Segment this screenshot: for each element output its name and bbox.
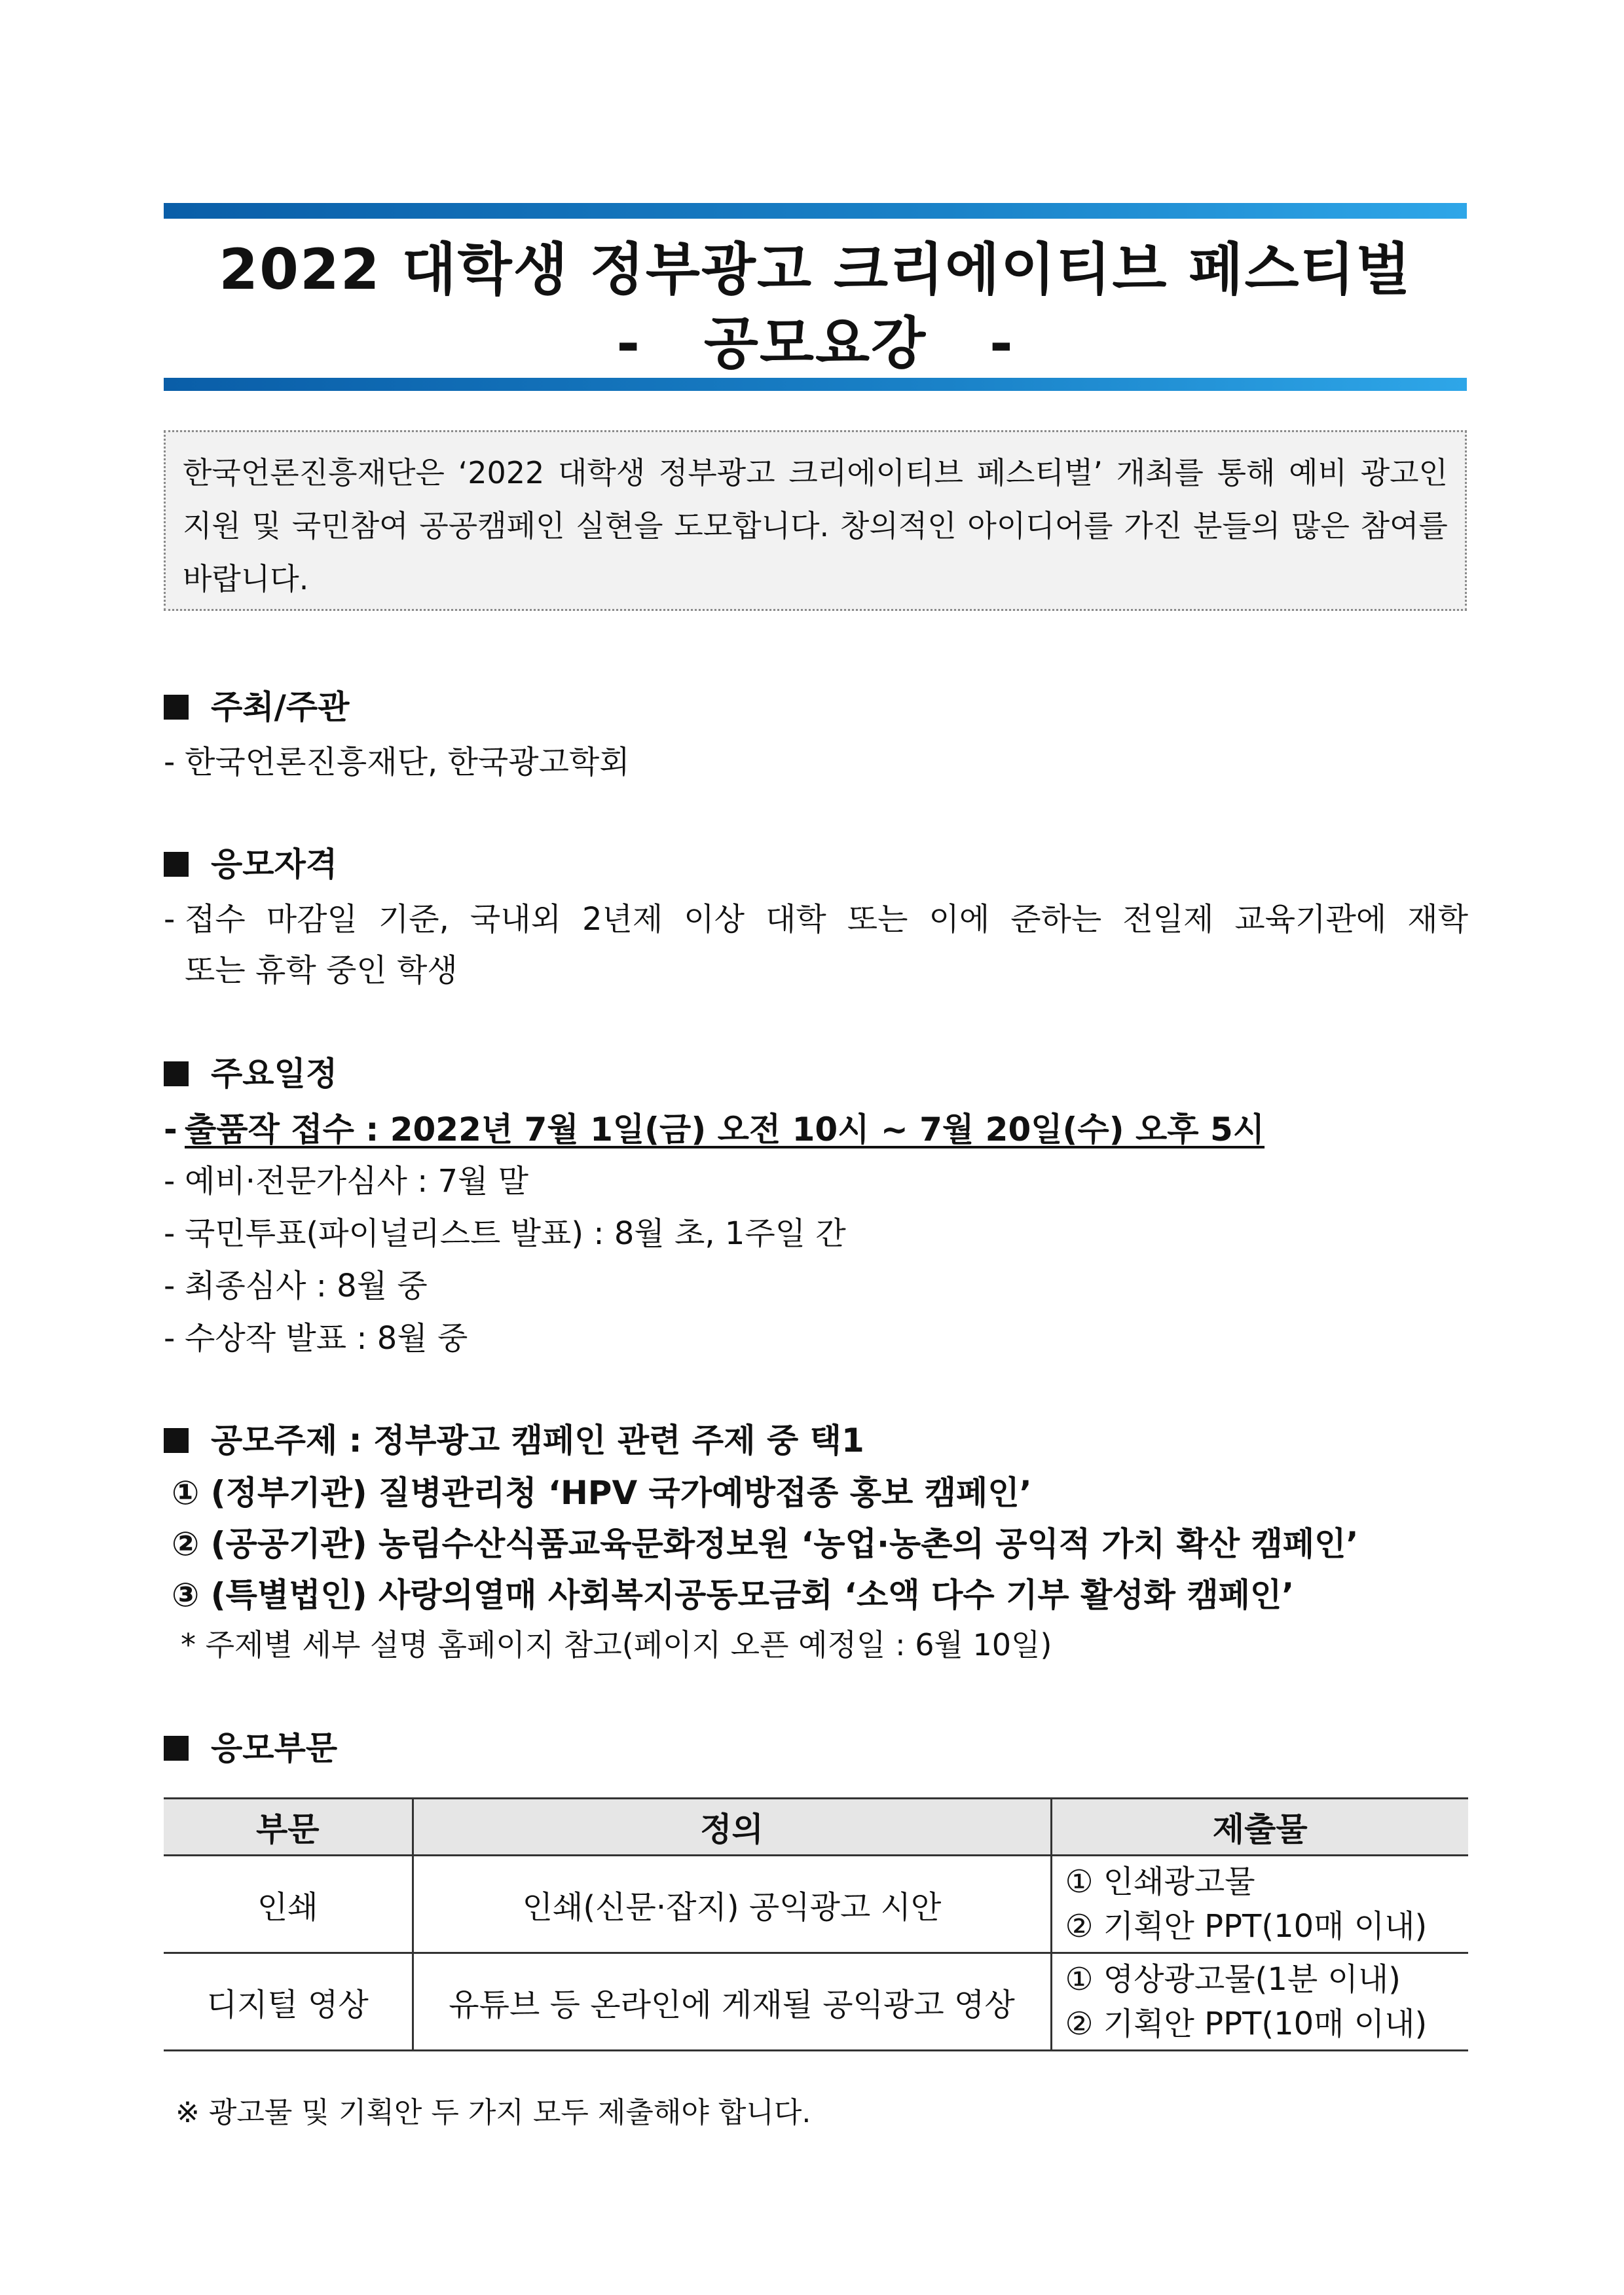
section-heading: 공모주제 : 정부광고 캠페인 관련 주제 중 택1 — [211, 1422, 864, 1460]
schedule-text: 수상작 발표 : 8월 중 — [185, 1320, 468, 1357]
schedule-text: 최종심사 : 8월 중 — [185, 1268, 428, 1304]
submission-item: ② 기획안 PPT(10매 이내) — [1065, 2006, 1428, 2042]
categories-table — [164, 1797, 1468, 2051]
submission-item: ② 기획안 PPT(10매 이내) — [1065, 1908, 1428, 1945]
table-row — [164, 1856, 1468, 1953]
submission-item: ① 영상광고물(1분 이내) — [1065, 1961, 1401, 1998]
section-categories — [164, 1722, 337, 1769]
square-bullet-icon — [164, 1061, 189, 1086]
eligibility-text-1: 접수 마감일 기준, 국내외 2년제 이상 대학 또는 이에 준하는 전일제 교육기관에 재학 — [185, 901, 1468, 938]
schedule-text: 출품작 접수 : 2022년 7월 1일(금) 오전 10시 ~ 7월 20일(수) 오후 5시 — [185, 1111, 1265, 1148]
intro-box: 한국언론진흥재단은 ‘2022 대학생 정부광고 크리에이티브 페스티벌’ 개최를 통해 예비 광고인 지원 및 국민참여 공공캠페인 실현을 도모합니다. 창의적인 아이디어를 가진 분들의 많은 참여를 바랍니다. — [164, 430, 1467, 611]
schedule-text: 국민투표(파이널리스트 발표) : 8월 초, 1주일 간 — [185, 1215, 846, 1252]
category-name: 인쇄 — [164, 1856, 413, 1953]
section-host — [164, 681, 349, 728]
host-text: - 한국언론진흥재단, 한국광고학회 — [164, 744, 630, 780]
schedule-item-submission: - 출품작 접수 : 2022년 7월 1일(금) 오전 10시 ~ 7월 20일(수) 오후 5시 — [164, 1111, 1265, 1148]
topics-note: * 주제별 세부 설명 홈페이지 참고(페이지 오픈 예정일 : 6월 10일) — [181, 1627, 1052, 1662]
section-heading: 주최/주관 — [211, 688, 350, 726]
eligibility-line-2: 또는 휴학 중인 학생 — [185, 952, 458, 989]
categories-note: ※ 광고물 및 기획안 두 가지 모두 제출해야 합니다. — [175, 2096, 811, 2129]
section-heading: 응모자격 — [211, 845, 338, 883]
schedule-item: - 국민투표(파이널리스트 발표) : 8월 초, 1주일 간 — [164, 1215, 846, 1252]
topic-item-1: ① (정부기관) 질병관리청 ‘HPV 국가예방접종 홍보 캠페인’ — [172, 1474, 1032, 1512]
category-submission — [1051, 1856, 1468, 1953]
section-heading: 주요일정 — [211, 1055, 338, 1093]
page-title: 2022 대학생 정부광고 크리에이티브 페스티벌 — [219, 237, 1412, 303]
title-bottom-bar — [164, 378, 1467, 391]
eligibility-line-1: - 접수 마감일 기준, 국내외 2년제 이상 대학 또는 이에 준하는 전일제 교육기관에 재학 — [164, 901, 1468, 938]
schedule-item: - 최종심사 : 8월 중 — [164, 1268, 428, 1304]
section-heading: 응모부문 — [211, 1729, 338, 1767]
title-top-bar — [164, 203, 1467, 219]
table-header: 정의 — [413, 1799, 1051, 1856]
submission-item: ① 인쇄광고물 — [1065, 1864, 1255, 1900]
section-schedule — [164, 1048, 337, 1095]
table-row — [164, 1953, 1468, 2051]
table-header-row — [164, 1799, 1468, 1856]
page-subtitle: - 공모요강 - — [616, 311, 1014, 376]
section-eligibility — [164, 838, 337, 885]
square-bullet-icon — [164, 695, 189, 720]
section-topics — [164, 1414, 864, 1461]
category-submission — [1051, 1953, 1468, 2051]
category-name: 디지털 영상 — [164, 1953, 413, 2051]
square-bullet-icon — [164, 852, 189, 877]
schedule-text: 예비·전문가심사 : 7월 말 — [185, 1163, 529, 1200]
category-definition: 유튜브 등 온라인에 게재될 공익광고 영상 — [413, 1953, 1051, 2051]
schedule-item: - 예비·전문가심사 : 7월 말 — [164, 1163, 529, 1200]
square-bullet-icon — [164, 1736, 189, 1761]
schedule-item: - 수상작 발표 : 8월 중 — [164, 1320, 468, 1357]
host-value: 한국언론진흥재단, 한국광고학회 — [185, 744, 630, 780]
topic-item-2: ② (공공기관) 농림수산식품교육문화정보원 ‘농업·농촌의 공익적 가치 확산 캠페인’ — [172, 1525, 1359, 1563]
square-bullet-icon — [164, 1428, 189, 1453]
table-header: 제출물 — [1051, 1799, 1468, 1856]
category-definition: 인쇄(신문·잡지) 공익광고 시안 — [413, 1856, 1051, 1953]
topic-item-3: ③ (특별법인) 사랑의열매 사회복지공동모금회 ‘소액 다수 기부 활성화 캠페인’ — [172, 1576, 1295, 1614]
table-header: 부문 — [164, 1799, 413, 1856]
